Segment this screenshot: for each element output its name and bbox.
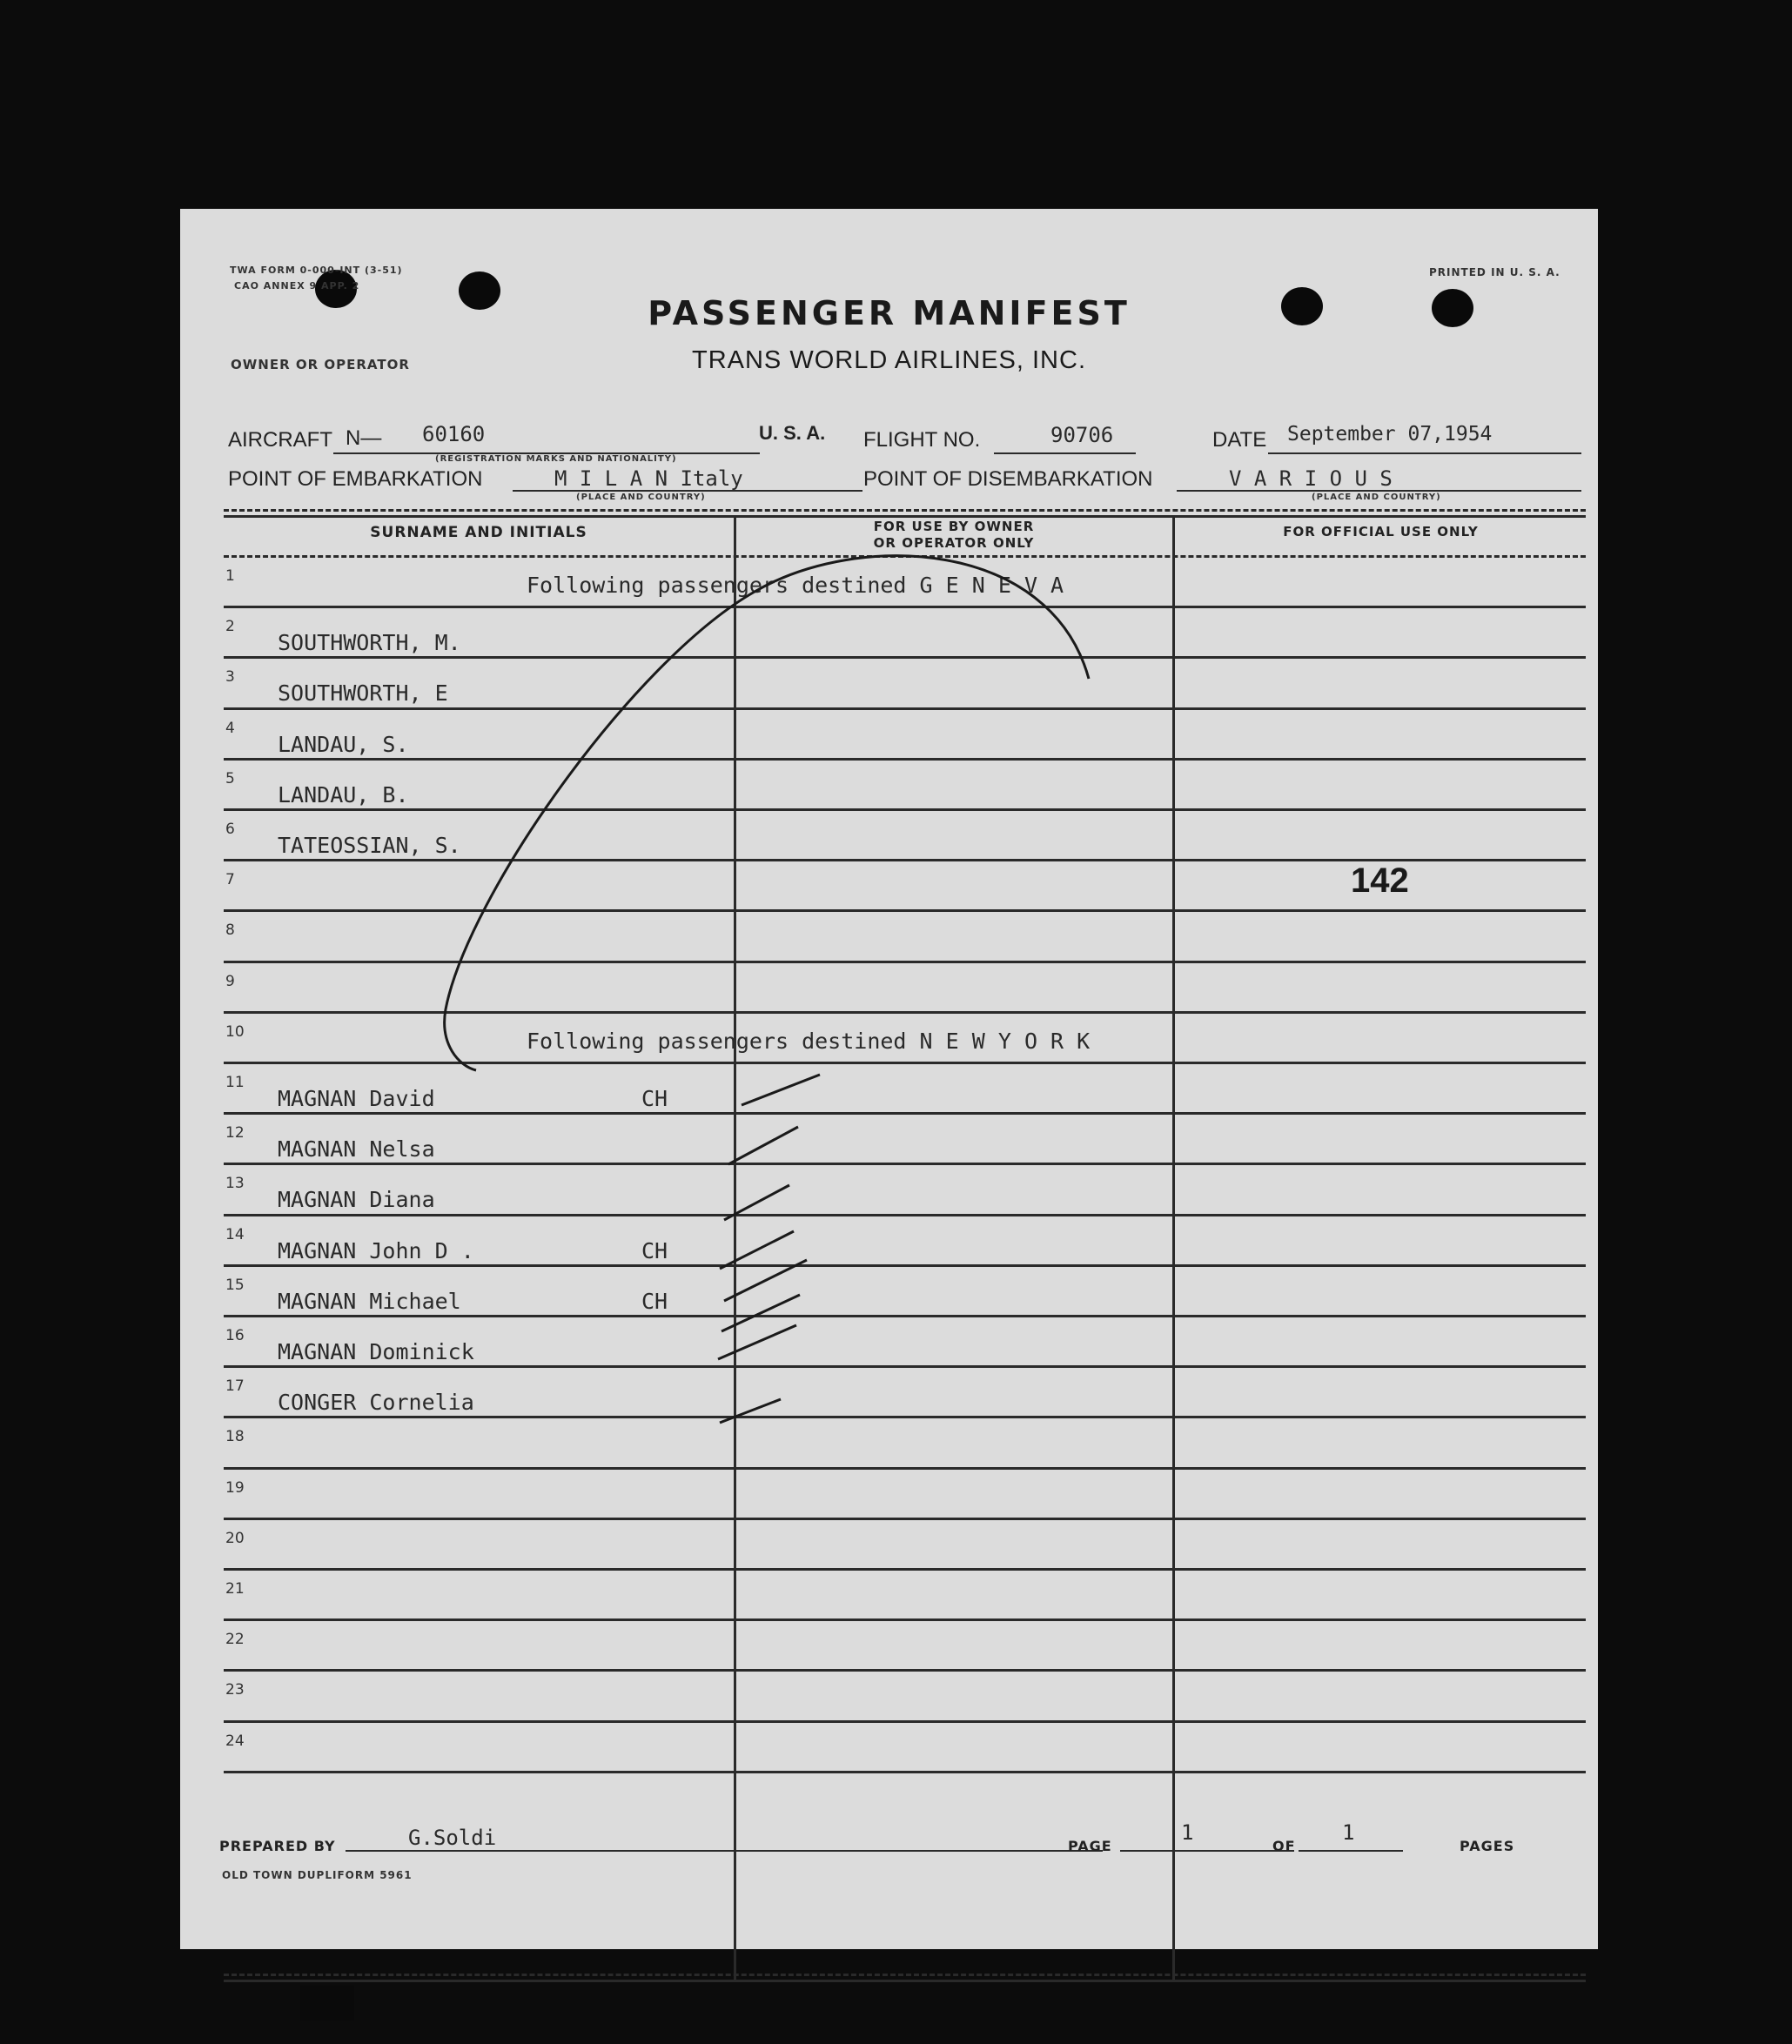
check-mark — [742, 1075, 820, 1105]
handwritten-marks — [180, 209, 1598, 1949]
printer-note: OLD TOWN DUPLIFORM 5961 — [222, 1869, 413, 1881]
row-number: 9 — [225, 972, 235, 990]
form-annex: CAO ANNEX 9 APP. 2 — [234, 280, 360, 292]
check-mark — [728, 1127, 798, 1164]
col-owner-use-1: FOR USE BY OWNER — [873, 519, 1035, 534]
row-number: 4 — [225, 719, 235, 737]
row-number: 17 — [225, 1377, 245, 1396]
passenger-mark: CH — [641, 1288, 668, 1314]
table-bottom-rule — [224, 1980, 1586, 1982]
table-bottom-rule — [224, 1974, 1586, 1976]
passenger-name: SOUTHWORTH, M. — [278, 630, 461, 656]
row-number: 11 — [225, 1074, 245, 1091]
row-number: 21 — [225, 1580, 245, 1598]
col-owner-use-2: OR OPERATOR ONLY — [873, 535, 1035, 551]
of-value: 1 — [1342, 1820, 1355, 1845]
destination-note: Following passengers destined G E N E V A — [527, 573, 1064, 598]
destination-note: Following passengers destined N E W Y O R K — [527, 1028, 1091, 1054]
row-number: 24 — [225, 1732, 245, 1750]
aircraft-label: AIRCRAFT — [228, 428, 332, 452]
passenger-name: MAGNAN Michael — [278, 1288, 461, 1314]
col-surname: SURNAME AND INITIALS — [370, 524, 587, 541]
row-number: 5 — [225, 769, 235, 787]
of-label: OF — [1272, 1838, 1296, 1854]
paper-clip-shadow — [300, 1986, 354, 2021]
row-number: 20 — [225, 1529, 245, 1547]
aircraft-prefix: N— — [346, 426, 382, 450]
row-number: 3 — [225, 668, 235, 687]
passenger-name: MAGNAN Nelsa — [278, 1136, 435, 1163]
page-label: PAGE — [1068, 1838, 1112, 1854]
check-mark — [720, 1399, 781, 1423]
strike-arc — [445, 556, 1089, 1070]
printed-in: PRINTED IN U. S. A. — [1429, 266, 1560, 278]
row-number: 18 — [225, 1428, 245, 1446]
check-mark — [724, 1185, 789, 1220]
aircraft-number: 60160 — [422, 422, 486, 446]
page-value: 1 — [1181, 1820, 1194, 1845]
check-mark — [724, 1260, 807, 1301]
row-number: 12 — [225, 1124, 245, 1143]
date-value: September 07,1954 — [1287, 423, 1493, 446]
passenger-name: MAGNAN Dominick — [278, 1339, 474, 1364]
embarkation-value: M I L A N Italy — [554, 466, 743, 491]
row-number: 8 — [225, 921, 235, 940]
row-number: 15 — [225, 1276, 245, 1294]
usa-label: U. S. A. — [759, 422, 826, 444]
flight-number: 90706 — [1050, 423, 1114, 447]
form-code: TWA FORM 0-000-INT (3-51) — [230, 265, 403, 276]
row-number: 16 — [225, 1327, 245, 1344]
passenger-name: TATEOSSIAN, S. — [278, 833, 461, 858]
document-title: PASSENGER MANIFEST — [648, 294, 1131, 332]
row-number: 10 — [225, 1022, 245, 1041]
passenger-name: MAGNAN David — [278, 1086, 435, 1111]
registration-note: (REGISTRATION MARKS AND NATIONALITY) — [435, 454, 677, 464]
passenger-name: MAGNAN Diana — [278, 1187, 435, 1213]
passenger-mark: CH — [641, 1237, 668, 1263]
col-official: FOR OFFICIAL USE ONLY — [1283, 524, 1479, 539]
row-number: 2 — [225, 618, 235, 636]
passenger-name: LANDAU, B. — [278, 781, 409, 808]
prepared-label: PREPARED BY — [219, 1838, 336, 1854]
prepared-value: G.Soldi — [408, 1826, 497, 1850]
passenger-name: MAGNAN John D . — [278, 1237, 474, 1263]
passenger-name: LANDAU, S. — [278, 731, 409, 757]
row-number: 14 — [225, 1225, 245, 1243]
flight-label: FLIGHT NO. — [863, 428, 981, 452]
row-number: 1 — [225, 567, 235, 585]
check-mark — [720, 1231, 794, 1269]
row-number: 13 — [225, 1175, 245, 1193]
airline-name: TRANS WORLD AIRLINES, INC. — [691, 346, 1086, 374]
row-number: 23 — [225, 1681, 245, 1699]
row-number: 6 — [225, 821, 235, 838]
check-mark — [721, 1295, 800, 1331]
row-number: 22 — [225, 1631, 245, 1649]
embarkation-label: POINT OF EMBARKATION — [228, 467, 483, 491]
place-note: (PLACE AND COUNTRY) — [576, 493, 706, 502]
row-number: 19 — [225, 1478, 245, 1497]
passenger-name: CONGER Cornelia — [278, 1390, 474, 1416]
passenger-mark: CH — [641, 1086, 668, 1111]
disembarkation-value: V A R I O U S — [1229, 466, 1393, 491]
passenger-name: SOUTHWORTH, E — [278, 680, 448, 707]
disembarkation-label: POINT OF DISEMBARKATION — [863, 467, 1153, 491]
check-mark — [718, 1325, 796, 1359]
row-number: 7 — [225, 871, 235, 889]
manifest-paper — [180, 209, 1598, 1949]
official-stamp: 142 — [1351, 861, 1409, 900]
date-label: DATE — [1212, 428, 1267, 452]
owner-label: OWNER OR OPERATOR — [231, 357, 410, 372]
place-note-2: (PLACE AND COUNTRY) — [1312, 493, 1441, 502]
pages-label: PAGES — [1460, 1838, 1515, 1854]
